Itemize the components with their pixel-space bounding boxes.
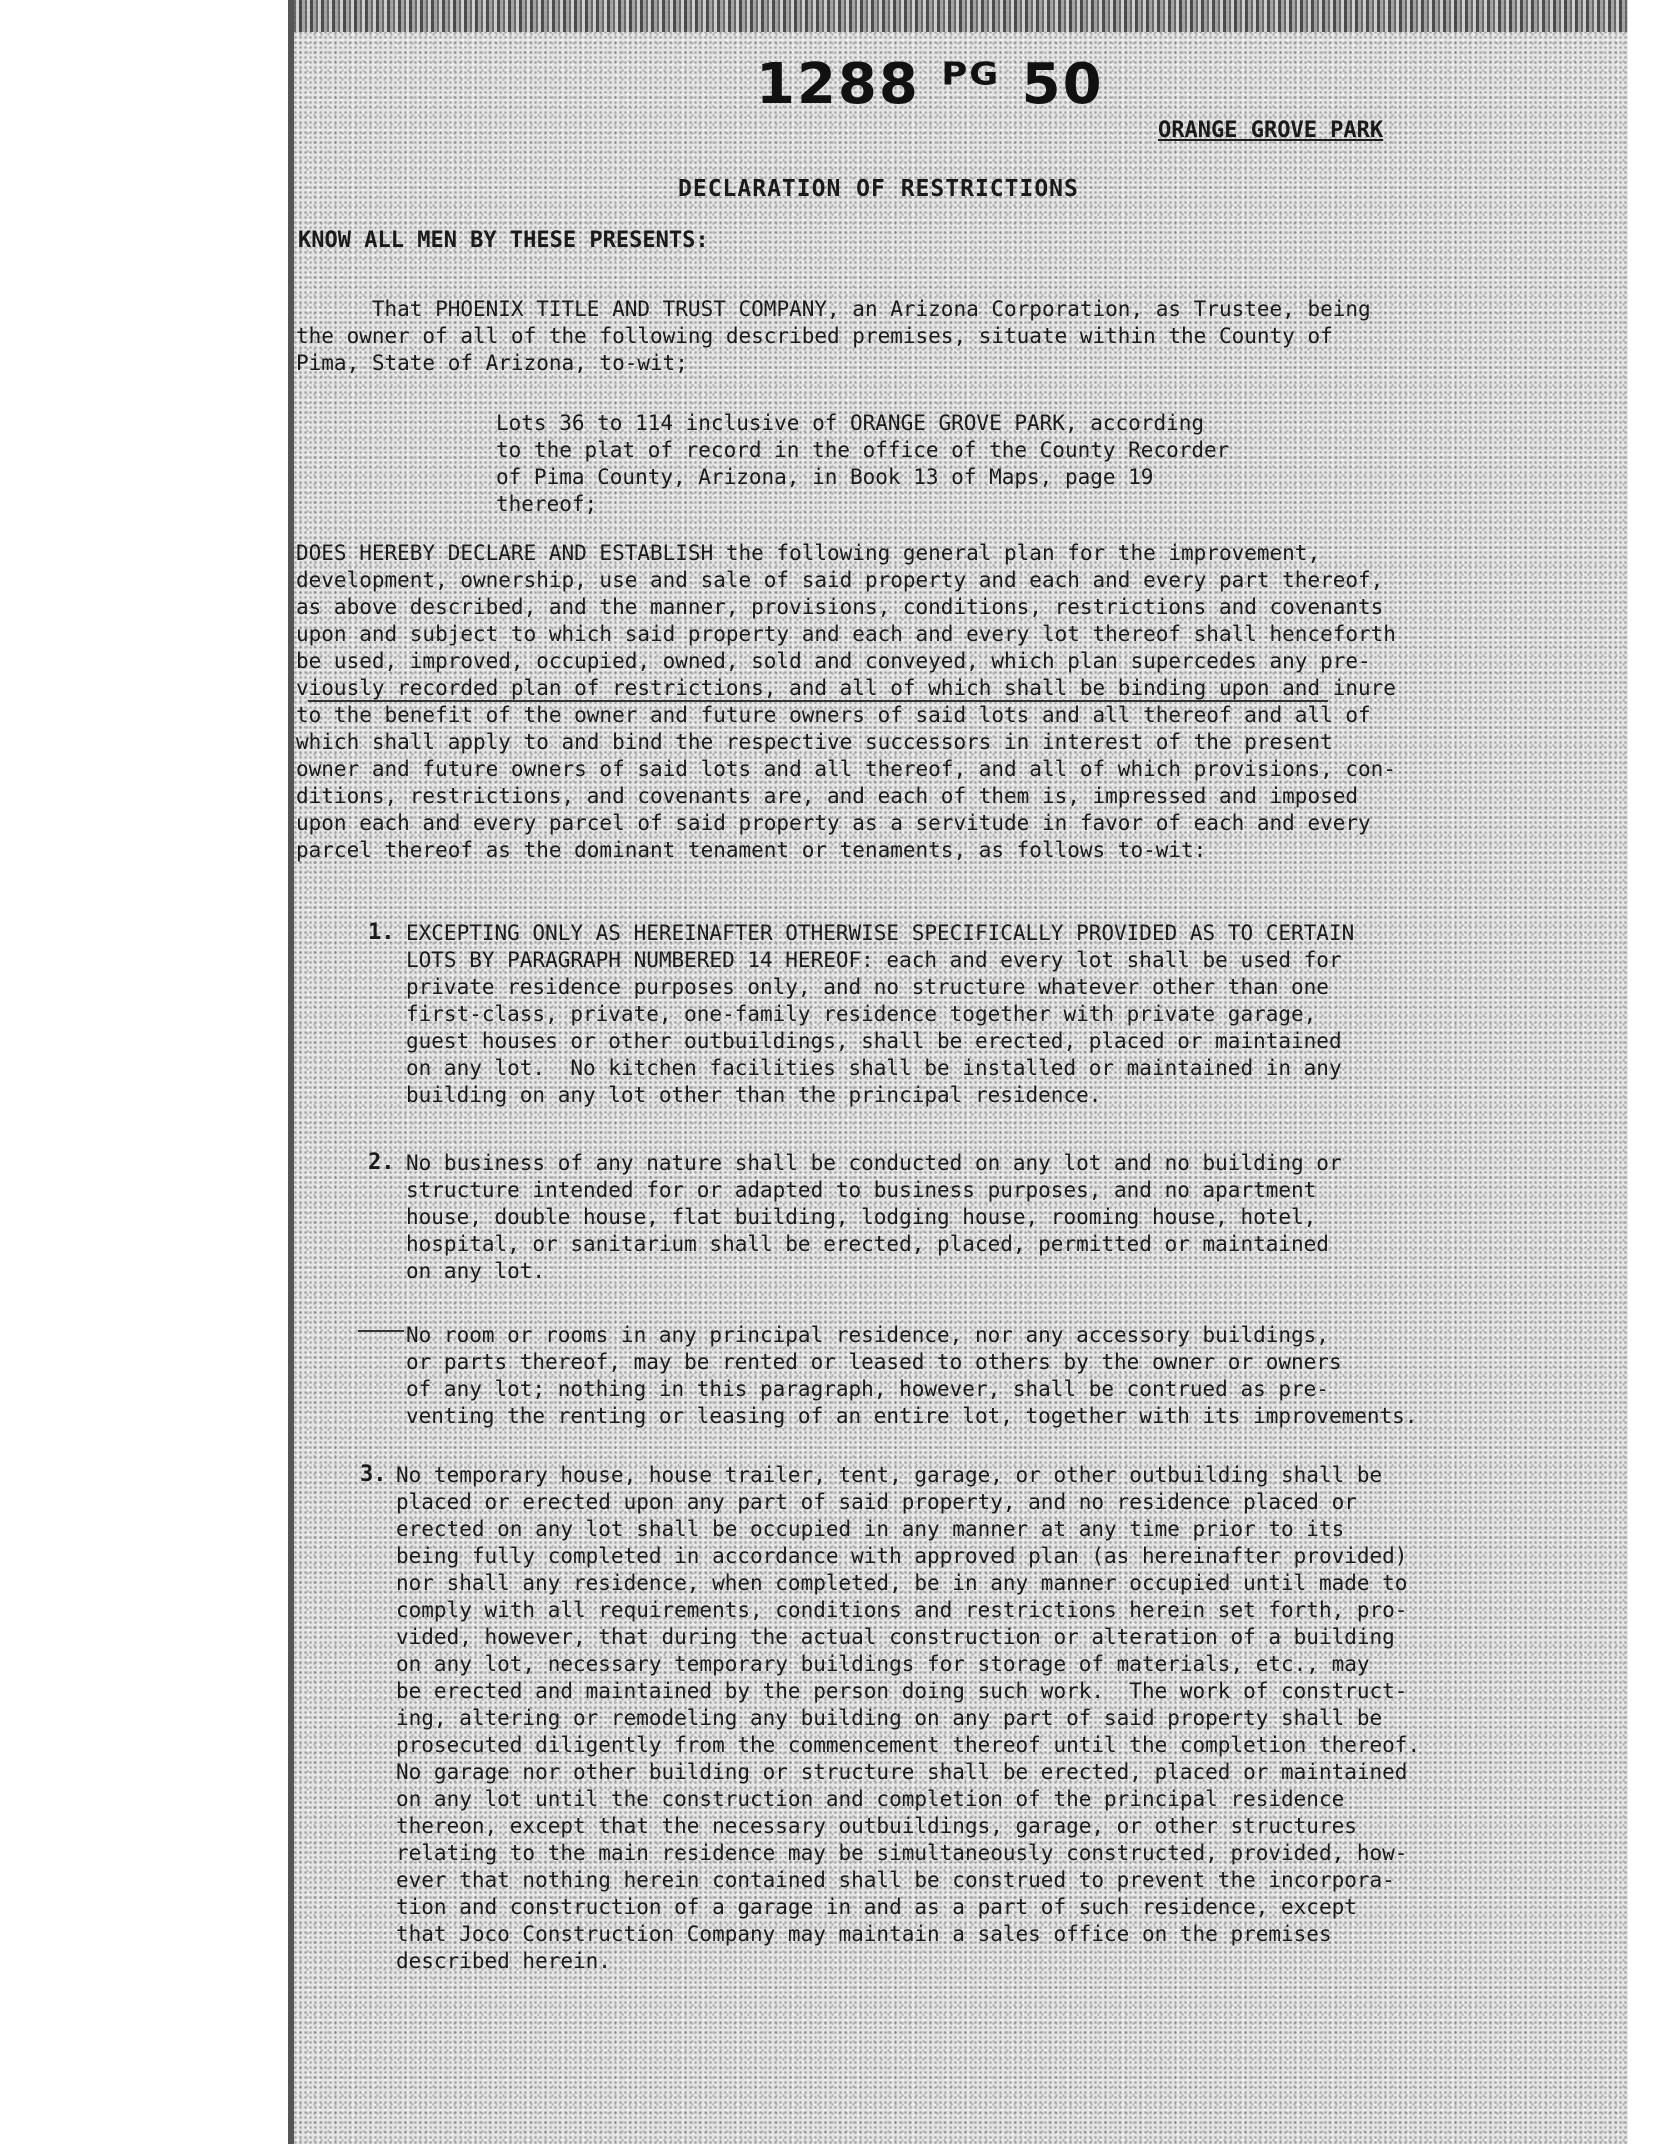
paragraph-number: 2.	[368, 1150, 395, 1175]
paragraph-2-continued: No room or rooms in any principal residence, nor any accessory buildings, or parts thereof, may be rented or leased to others by the owner or owners of any lot; nothing in this paragraph, however, shall be contrued as pre- venting the renting or leasing of an entire lot, together with its improvements.	[406, 1323, 1418, 1428]
paragraph-1: EXCEPTING ONLY AS HEREINAFTER OTHERWISE SPECIFICALLY PROVIDED AS TO CERTAIN LOTS BY PARAGRAPH NUMBERED 14 HEREOF: each and every lot shall be used for private residence purposes only, and no structure whatever other than one first-class, private, one-family residence together with private garage, guest houses or other outbuildings, shall be erected, placed or maintained on any lot. No kitchen facilities shall be installed or maintained in any building on any lot other than the principal residence.	[406, 921, 1355, 1107]
paragraph-number: 3.	[360, 1462, 387, 1487]
book-page-stamp: 1288 ᴾᴳ 50	[756, 52, 1104, 117]
owner-paragraph: That PHOENIX TITLE AND TRUST COMPANY, an Arizona Corporation, as Trustee, being the owner of all of the following described premises, situate within the County of Pima, State of Arizona, to-wit;	[296, 297, 1371, 375]
paragraph-3: No temporary house, house trailer, tent, garage, or other outbuilding shall be placed or erected upon any part of said property, and no residence placed or erected on any lot shall be occupied in any manner at any time prior to its being fully completed in accordance with approved plan (as hereinafter provided) nor shall any residence, when completed, be in any manner occupied until made to comply with all requirements, conditions and restrictions herein set forth, pro- vided, however, that during the actual construction or alteration of a building on any lot, necessary temporary buildings for storage of materials, etc., may be erected and maintained by the person doing such work. The work of construct- ing, altering or remodeling any building on any part of said property shall be prosecuted diligently from the commencement thereof until the completion thereof. No garage nor other building or structure shall be erected, placed or maintained on any lot until the construction and completion of the principal residence thereon, except that the necessary outbuildings, garage, or other structures relating to the main residence may be simultaneously constructed, provided, how- ever that nothing herein contained shall be construed to prevent the incorpora- tion and construction of a garage in and as a part of such residence, except that Joco Construction Company may maintain a sales office on the premises described herein.	[396, 1463, 1421, 1973]
know-all-men-heading: KNOW ALL MEN BY THESE PRESENTS:	[298, 228, 709, 253]
scanned-document-page	[288, 0, 1628, 2144]
paragraph-2: No business of any nature shall be conducted on any lot and no building or structure intended for or adapted to business purposes, and no apartment house, double house, flat building, lodging house, rooming house, hotel, hospital, or sanitarium shall be erected, placed, permitted or maintained on any lot.	[406, 1151, 1342, 1283]
document-title: DECLARATION OF RESTRICTIONS	[678, 176, 1079, 202]
margin-mark	[358, 1330, 404, 1332]
paragraph-number: 1.	[368, 920, 395, 945]
tract-name: ORANGE GROVE PARK	[1158, 118, 1384, 143]
declaration-paragraph: DOES HEREBY DECLARE AND ESTABLISH the following general plan for the improvement, development, ownership, use and sale of said property and each and every part thereof, as above described, and the manner, provisions, conditions, restrictions and covenants upon and subject to which said property and each and every lot thereof shall henceforth be used, improved, occupied, owned, sold and conveyed, which plan supercedes any pre- viously recorded plan of restrictions, and all of which shall be binding upon and inure to the benefit of the owner and future owners of said lots and all thereof and all of which shall apply to and bind the respective successors in interest of the present owner and future owners of said lots and all thereof, and all of which provisions, con- ditions, restrictions, and covenants are, and each of them is, impressed and imposed upon each and every parcel of said property as a servitude in favor of each and every parcel thereof as the dominant tenament or tenaments, as follows to-wit:	[296, 541, 1396, 862]
legal-description: Lots 36 to 114 inclusive of ORANGE GROVE PARK, according to the plat of record in the office of the County Recorder of Pima County, Arizona, in Book 13 of Maps, page 19 thereof;	[496, 411, 1230, 516]
underline-rule	[308, 700, 1328, 702]
